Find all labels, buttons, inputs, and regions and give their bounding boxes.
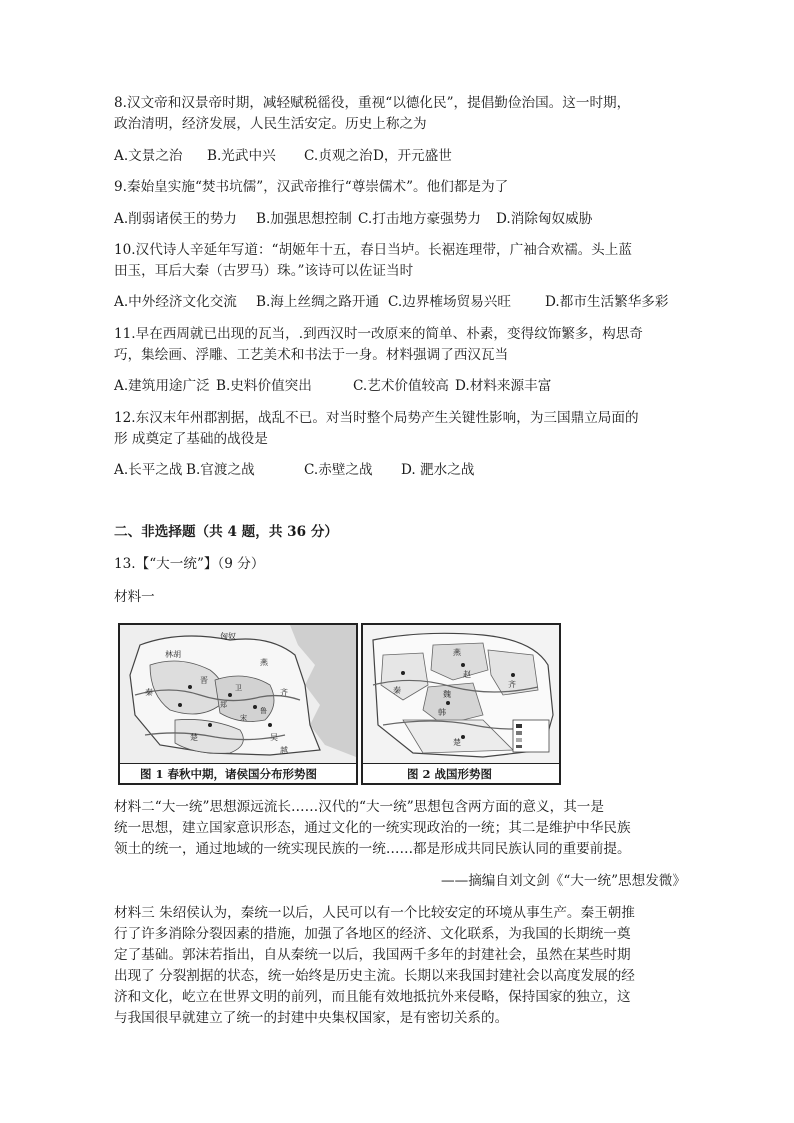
fig1-label-0: 匈奴: [220, 632, 236, 641]
fig2-label-3: 韩: [438, 708, 446, 717]
figure1-caption: 图 1 春秋中期，诸侯国分布形势图: [140, 767, 318, 781]
figure1-caption-row: [120, 763, 356, 784]
material1-label: 材料一: [114, 589, 155, 605]
q10-stem-line2: 田玉，耳后大秦（古罗马）珠。”该诗可以佐证当时: [114, 263, 414, 279]
fig2-label-2: 魏: [443, 690, 451, 699]
figure1-map: [118, 623, 358, 785]
q9-option-d: D.消除匈奴威胁: [496, 211, 593, 227]
fig2-label-4: 齐: [508, 680, 516, 689]
q8-stem-line2: 政治清明，经济发展，人民生活安定。历史上称之为: [114, 116, 427, 132]
q9-option-c: C.打击地方豪强势力: [358, 211, 481, 227]
q9-stem-line1: 9.秦始皇实施“焚书坑儒”，汉武帝推行“尊崇儒术”。他们都是为了: [114, 179, 509, 195]
fig2-label-0: 燕: [453, 648, 461, 657]
fig2-label-5: 秦: [393, 686, 401, 695]
q10-option-a: A.中外经济文化交流: [114, 294, 237, 310]
q12-stem-line2: 形 成奠定了基础的战役是: [114, 431, 268, 447]
section-heading: 二、非选择题（共 4 题，共 36 分）: [114, 524, 339, 540]
material3-line4: 出现了 分裂割据的状态，统一始终是历史主流。长期以来我国封建社会以高度发展的经: [114, 968, 635, 984]
fig1-label-6: 楚: [190, 733, 198, 742]
q12-option-b: B.官渡之战: [186, 462, 255, 478]
q9-option-b: B.加强思想控制: [256, 211, 352, 227]
material3-line2: 行了许多消除分裂因素的措施，加强了各地区的经济、文化联系，为我国的长期统一奠: [114, 926, 631, 942]
q11-option-b: B.史料价值突出: [216, 378, 312, 394]
fig1-label-8: 越: [280, 746, 288, 755]
material3-line5: 济和文化，屹立在世界文明的前列，而且能有效地抵抗外来侵略，保持国家的独立，这: [114, 989, 631, 1005]
material2-line1: 材料二“大一统”思想源远流长……汉代的“大一统”思想包含两方面的意义，其一是: [114, 799, 604, 815]
fig2-label-6: 楚: [453, 738, 461, 747]
q12-stem-line1: 12.东汉末年州郡割据，战乱不已。对当时整个局势产生关键性影响，为三国鼎立局面的: [114, 410, 639, 426]
fig1-label-11: 郑: [220, 701, 227, 709]
figure2-caption: 图 2 战国形势图: [407, 767, 493, 781]
fig1-label-5: 秦: [145, 688, 153, 697]
material2-line2: 统一思想，建立国家意识形态，通过文化的一统实现政治的一统；其二是维护中华民族: [114, 820, 631, 836]
fig1-label-9: 鲁: [260, 707, 267, 715]
material2-source: ——摘编自刘文剑《“大一统”思想发微》: [441, 873, 686, 889]
q8-option-d: D，开元盛世: [373, 148, 452, 164]
q12-option-a: A.长平之战: [114, 462, 183, 478]
q8-option-b: B.光武中兴: [207, 148, 276, 164]
fig1-label-12: 卫: [235, 684, 242, 692]
figure2-map-drawing: [363, 625, 559, 783]
q10-option-c: C.边界榷场贸易兴旺: [388, 294, 511, 310]
material3-line1: 材料三 朱绍侯认为，秦统一以后，人民可以有一个比较安定的环境从事生产。秦王朝推: [114, 905, 635, 921]
fig2-label-1: 赵: [463, 670, 471, 679]
q13-title: 13.【“大一统”】（9 分）: [114, 556, 265, 572]
q10-option-d: D.都市生活繁华多彩: [545, 294, 669, 310]
q11-stem-line1: 11.早在西周就已出现的瓦当，.到西汉时一改原来的简单、朴素，变得纹饰繁多，构思奇: [114, 326, 643, 342]
fig1-label-7: 吴: [270, 733, 278, 742]
q12-option-c: C.赤壁之战: [304, 462, 373, 478]
material3-line3: 定了基础。郭沫若指出，自从秦统一以后，我国两千多年的封建社会，虽然在某些时期: [114, 947, 631, 963]
q11-option-d: D.材料来源丰富: [455, 378, 552, 394]
q11-option-c: C.艺术价值较高: [353, 378, 449, 394]
material2-line3: 领土的统一，通过地域的一统实现民族的一统……都是形成共同民族认同的重要前提。: [114, 841, 631, 857]
fig1-label-3: 晋: [200, 676, 208, 685]
q12-option-d: D. 淝水之战: [401, 462, 475, 478]
q11-stem-line2: 巧，集绘画、浮雕、工艺美术和书法于一身。材料强调了西汉瓦当: [114, 347, 509, 363]
figure1-map-drawing: [120, 625, 356, 783]
q10-stem-line1: 10.汉代诗人辛延年写道：“胡姬年十五，春日当垆。长裾连理带，广袖合欢襦。头上蓝: [114, 242, 632, 258]
q11-option-a: A.建筑用途广泛: [114, 378, 210, 394]
q8-stem-line1: 8.汉文帝和汉景帝时期，减轻赋税徭役，重视“以德化民”，提倡勤俭治国。这一时期，: [114, 95, 631, 111]
figure2-caption-row: [363, 763, 559, 784]
figure2-map: [361, 623, 561, 785]
fig1-label-2: 燕: [260, 658, 268, 667]
q8-option-c: C.贞观之治: [304, 148, 373, 164]
q9-option-a: A.削弱诸侯王的势力: [114, 211, 237, 227]
fig1-label-4: 齐: [280, 688, 288, 697]
material3-line6: 与我国很早就建立了统一的封建中央集权国家，是有密切关系的。: [114, 1010, 509, 1026]
fig1-label-10: 宋: [240, 714, 247, 722]
q10-option-b: B.海上丝绸之路开通: [256, 294, 380, 310]
q8-option-a: A.文景之治: [114, 148, 183, 164]
fig1-label-1: 林胡: [165, 650, 181, 659]
